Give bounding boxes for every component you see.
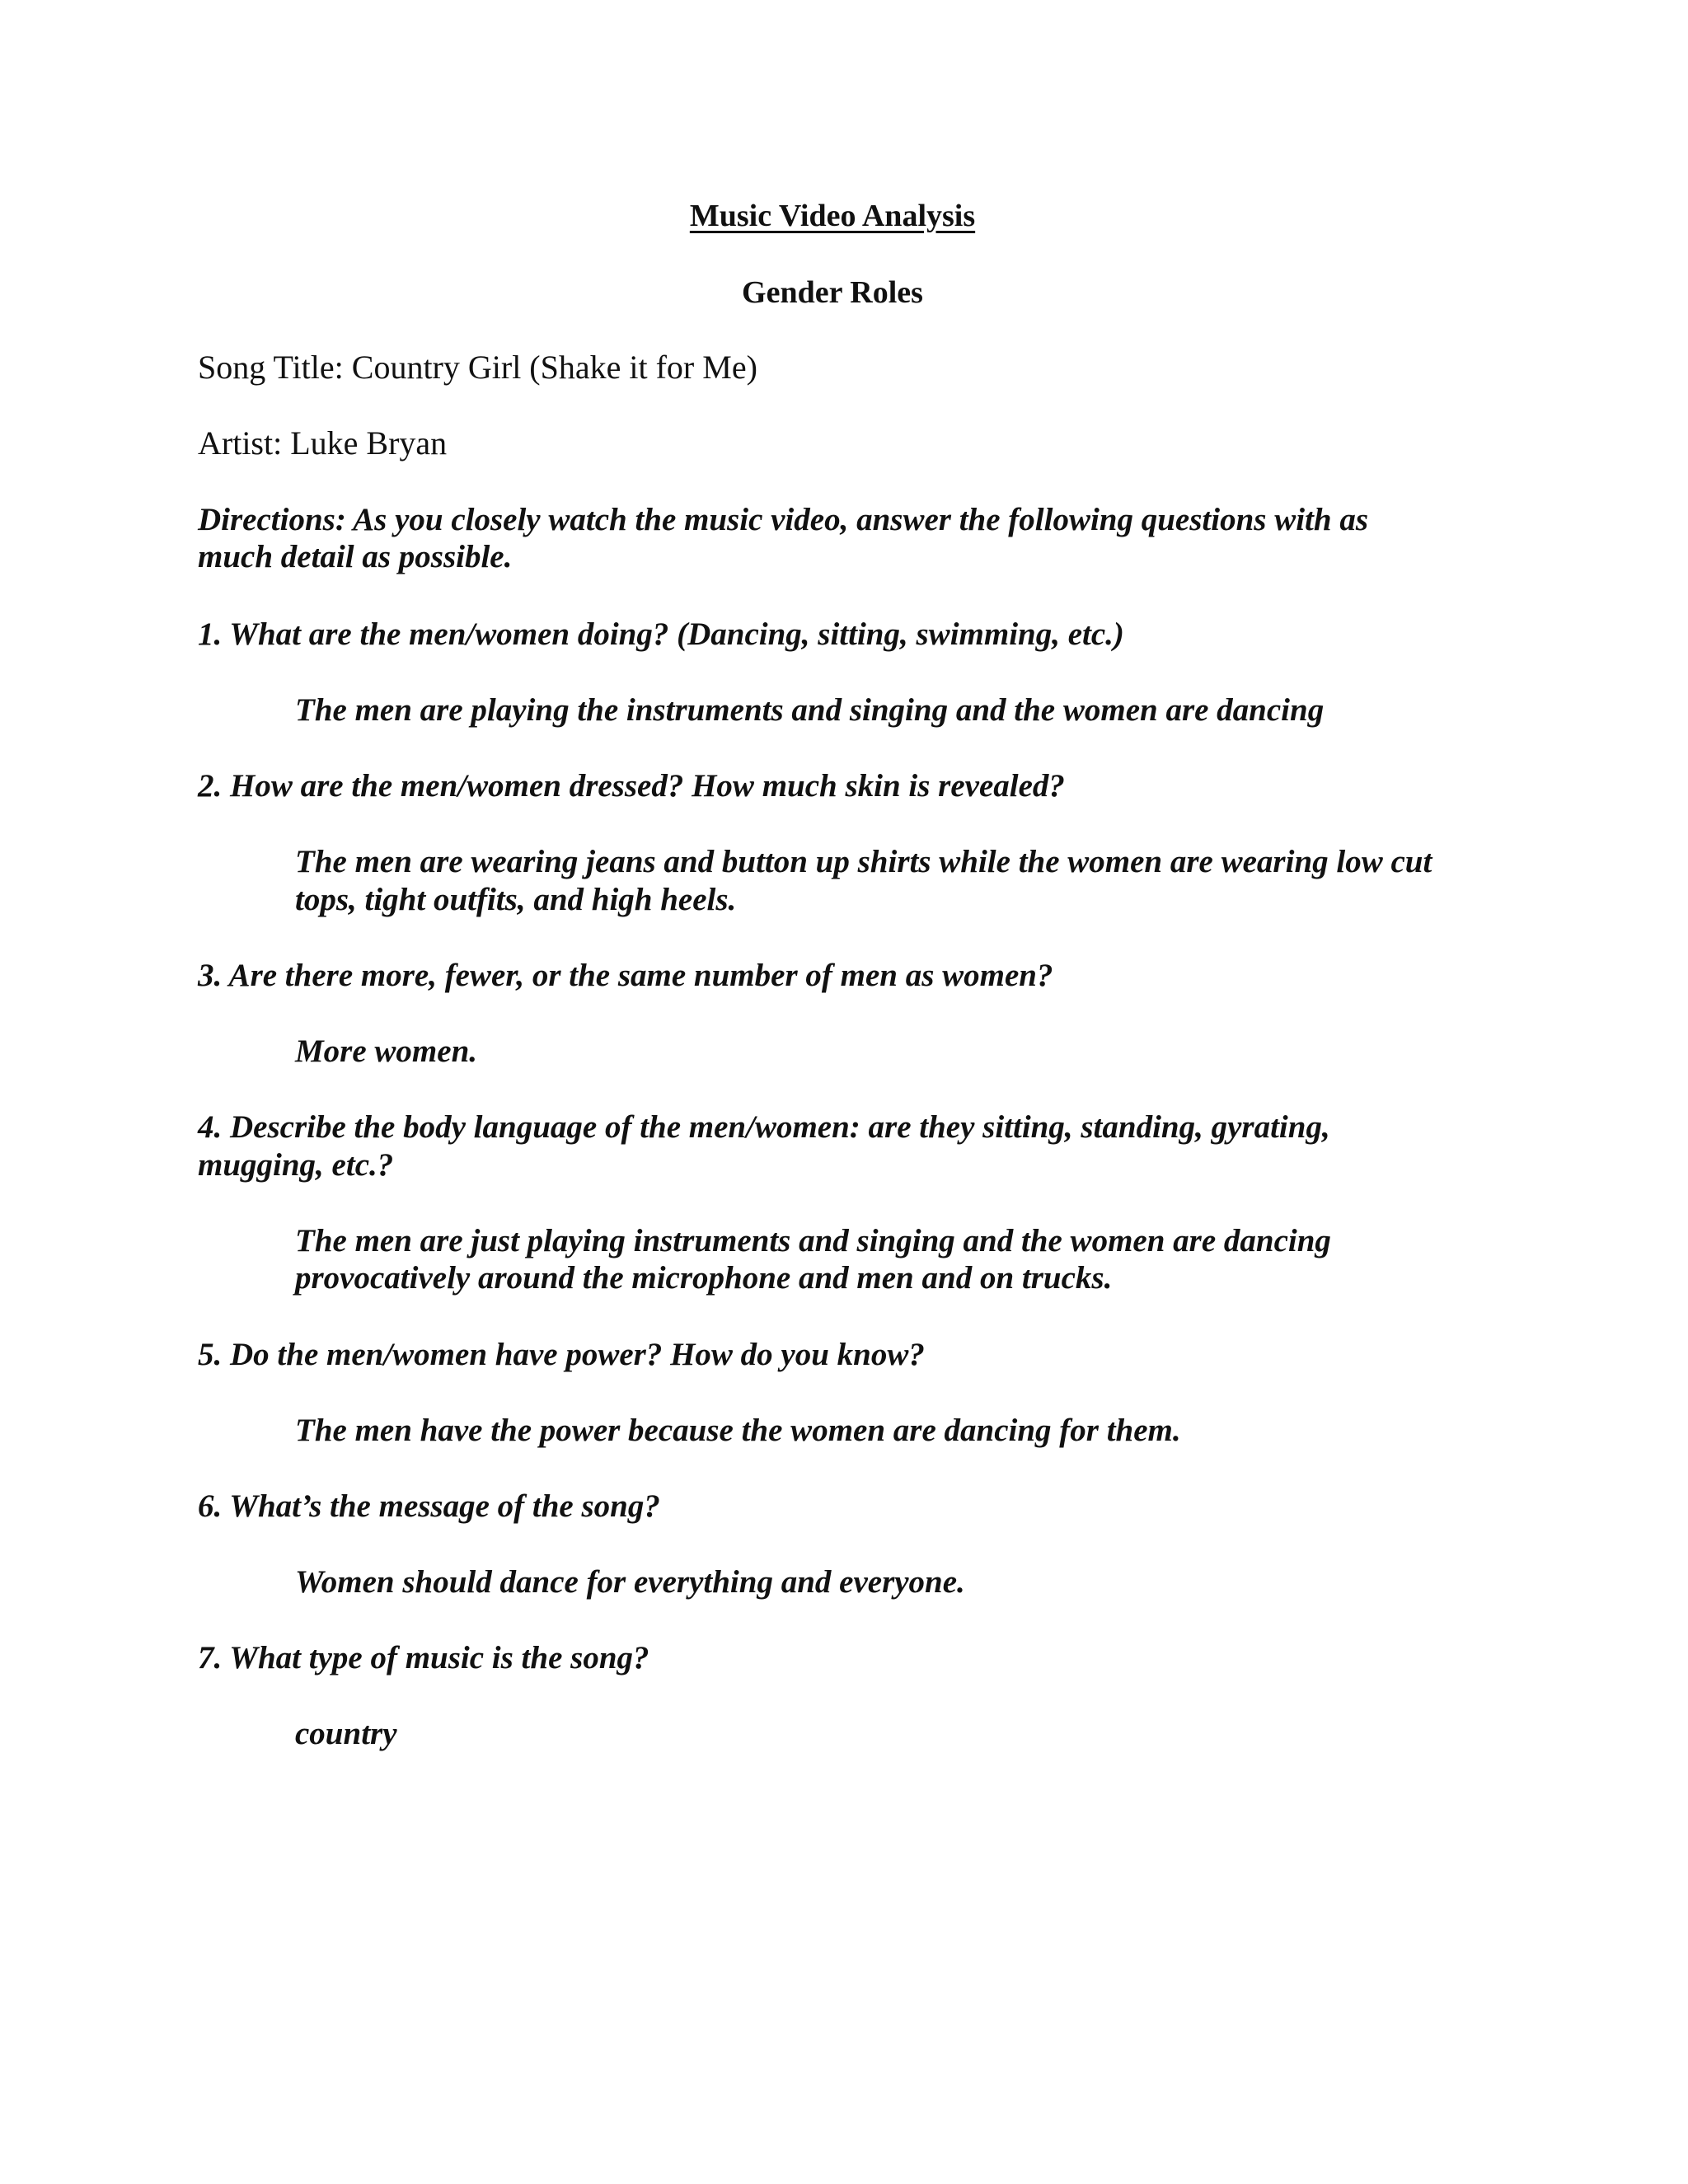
document-subtitle: Gender Roles [742, 275, 923, 310]
answer-1: The men are playing the instruments and singing and the women are dancing [295, 692, 1325, 728]
directions-line: much detail as possible. [198, 539, 513, 574]
document-title [0, 196, 1665, 236]
answer-4: provocatively around the microphone and men and on trucks. [295, 1260, 1113, 1296]
question-1: 1. What are the men/women doing? (Dancing, sitting, swimming, etc.) [198, 616, 1124, 652]
question-7: 7. What type of music is the song? [198, 1640, 649, 1675]
artist: Artist: Luke Bryan [198, 424, 448, 462]
question-4: 4. Describe the body language of the men/women: are they sitting, standing, gyrating, [198, 1109, 1330, 1145]
directions-line: Directions: As you closely watch the music video, answer the following questions with as [198, 502, 1368, 537]
answer-3: More women. [295, 1033, 478, 1069]
song-title: Song Title: Country Girl (Shake it for Me) [198, 349, 757, 386]
document-title-text: Music Video Analysis [689, 199, 976, 233]
answer-4: The men are just playing instruments and singing and the women are dancing [295, 1223, 1331, 1258]
question-3: 3. Are there more, fewer, or the same number of men as women? [198, 958, 1053, 993]
question-4: mugging, etc.? [198, 1147, 394, 1183]
answer-5: The men have the power because the women are dancing for them. [295, 1413, 1181, 1448]
answer-6: Women should dance for everything and everyone. [295, 1564, 965, 1600]
question-5: 5. Do the men/women have power? How do you know? [198, 1337, 925, 1372]
question-2: 2. How are the men/women dressed? How much skin is revealed? [198, 768, 1065, 804]
answer-2: tops, tight outfits, and high heels. [295, 882, 737, 917]
answer-2: The men are wearing jeans and button up shirts while the women are wearing low cut [295, 844, 1432, 879]
answer-7: country [295, 1716, 397, 1751]
question-6: 6. What’s the message of the song? [198, 1488, 660, 1524]
